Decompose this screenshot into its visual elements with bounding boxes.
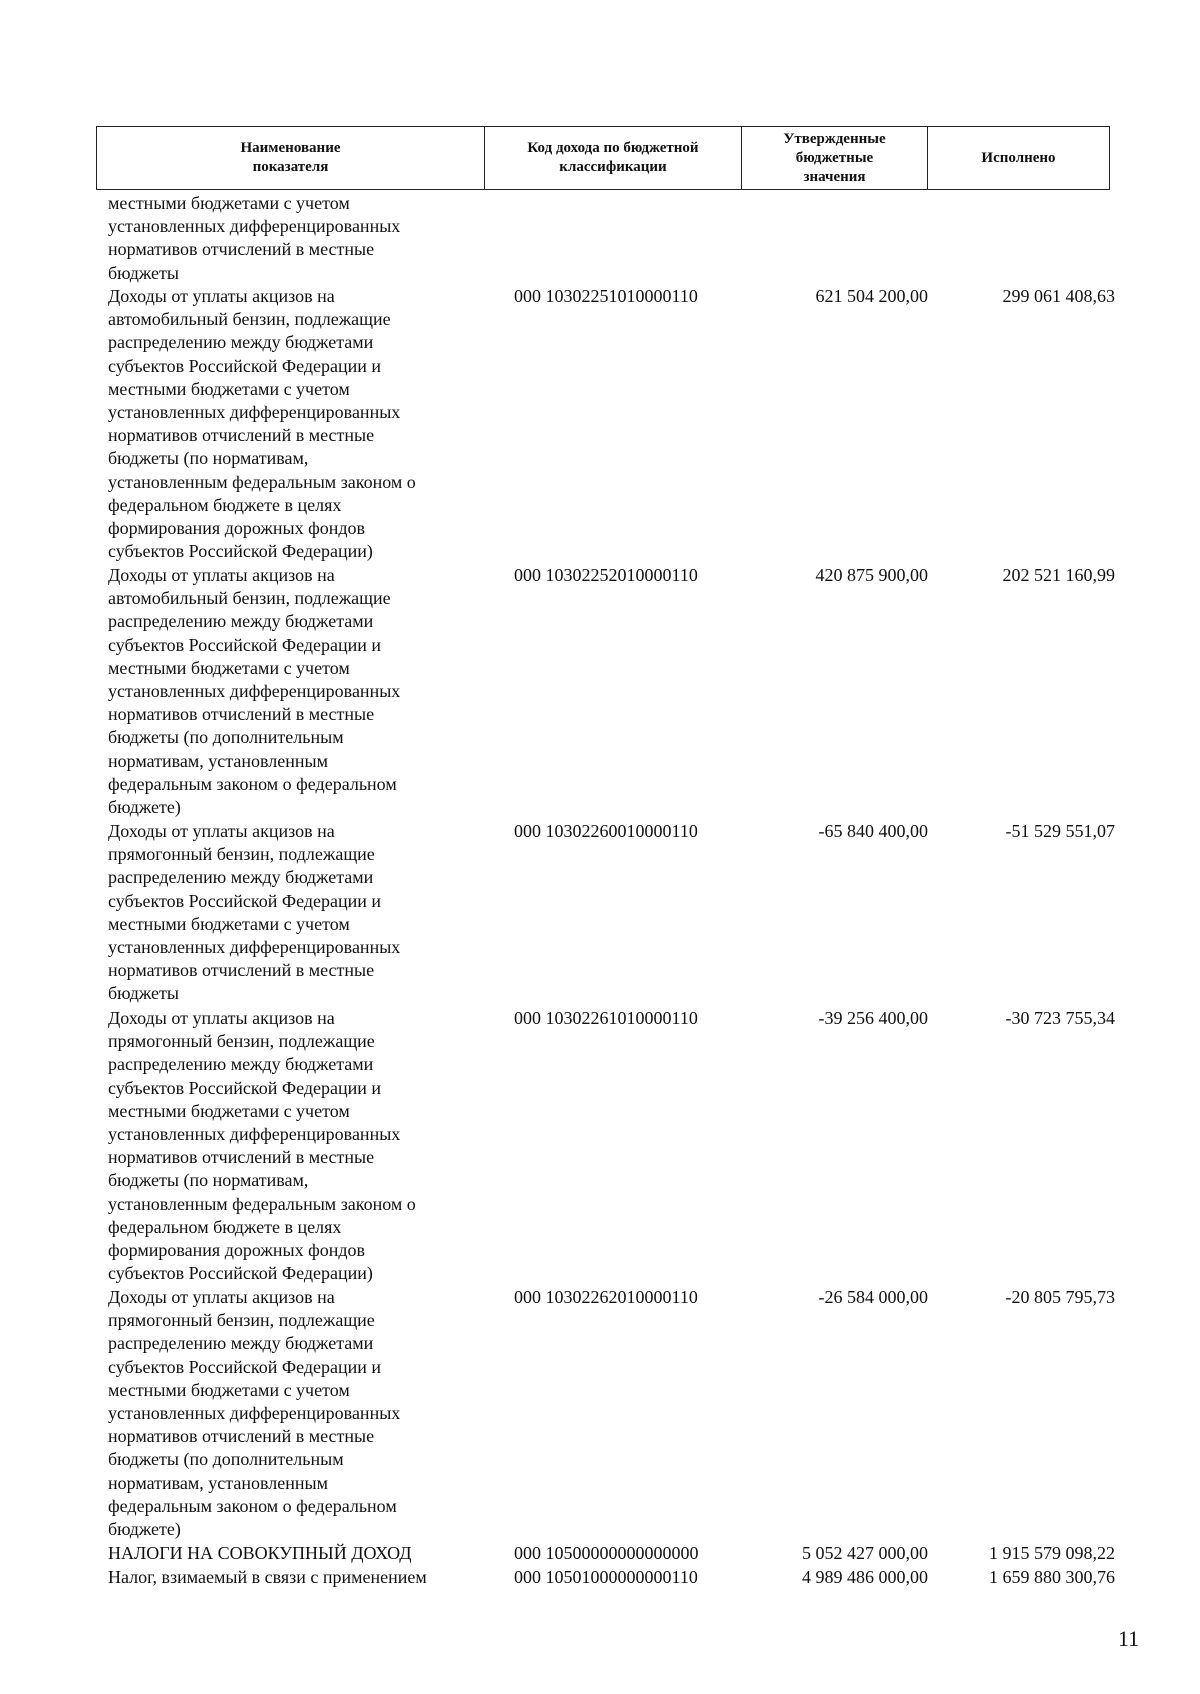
row-name: Доходы от уплаты акцизов на автомобильный бензин, подлежащие распределению между бюджетами субъектов Российской Федерации и местными бюджетами с учетом установленных дифференцированных нормативов отчислений в местные бюджеты (по дополнительным нормативам, установленным федеральным законом о федеральном бюджете) bbox=[108, 565, 401, 818]
row-approved: -39 256 400,00 bbox=[818, 1008, 928, 1028]
row-approved: -65 840 400,00 bbox=[818, 821, 928, 841]
row-code: 000 10302260010000110 bbox=[514, 821, 698, 841]
row-done: 1 659 880 300,76 bbox=[989, 1567, 1115, 1587]
row-approved: 420 875 900,00 bbox=[815, 565, 928, 585]
header-name-column: Наименование показателя bbox=[97, 127, 485, 189]
row-approved: 5 052 427 000,00 bbox=[802, 1543, 928, 1563]
row-name: НАЛОГИ НА СОВОКУПНЫЙ ДОХОД bbox=[108, 1543, 412, 1563]
row-name: Налог, взимаемый в связи с применением bbox=[108, 1567, 427, 1587]
row-approved: -26 584 000,00 bbox=[818, 1287, 928, 1307]
row-done: 1 915 579 098,22 bbox=[989, 1543, 1115, 1563]
row-done: 299 061 408,63 bbox=[1002, 286, 1115, 306]
row-done: -20 805 795,73 bbox=[1005, 1287, 1115, 1307]
row-done: -51 529 551,07 bbox=[1005, 821, 1115, 841]
page-number: 11 bbox=[1118, 1626, 1140, 1651]
row-name: Доходы от уплаты акцизов на автомобильный бензин, подлежащие распределению между бюджетами субъектов Российской Федерации и местными бюджетами с учетом установленных дифференцированных нормативов отчислений в местные бюджеты (по нормативам, установленным федеральным законом о федеральном бюджете в целях формирования дорожных фондов субъектов Российской Федерации) bbox=[108, 286, 416, 562]
row-done: 202 521 160,99 bbox=[1002, 565, 1115, 585]
row-code: 000 10302251010000110 bbox=[514, 286, 698, 306]
row-approved: 621 504 200,00 bbox=[815, 286, 928, 306]
row-code: 000 10302252010000110 bbox=[514, 565, 698, 585]
header-approved-column: Утвержденные бюджетные значения bbox=[742, 127, 928, 189]
header-code-column: Код дохода по бюджетной классификации bbox=[485, 127, 742, 189]
row-name: Доходы от уплаты акцизов на прямогонный бензин, подлежащие распределению между бюджетами субъектов Российской Федерации и местными бюджетами с учетом установленных дифференцированных нормативов отчислений в местные бюджеты (по нормативам, установленным федеральным законом о федеральном бюджете в целях формирования дорожных фондов субъектов Российской Федерации) bbox=[108, 1008, 416, 1284]
row-code: 000 10500000000000000 bbox=[514, 1543, 699, 1563]
header-done-column: Исполнено bbox=[981, 149, 1056, 166]
row-done: -30 723 755,34 bbox=[1005, 1008, 1115, 1028]
row-code: 000 10302262010000110 bbox=[514, 1287, 698, 1307]
row-name: местными бюджетами с учетом установленных дифференцированных нормативов отчислений в местные бюджеты bbox=[108, 193, 401, 283]
table-header bbox=[96, 126, 1110, 190]
row-code: 000 10501000000000110 bbox=[514, 1567, 698, 1587]
row-name: Доходы от уплаты акцизов на прямогонный бензин, подлежащие распределению между бюджетами субъектов Российской Федерации и местными бюджетами с учетом установленных дифференцированных нормативов отчислений в местные бюджеты (по дополнительным нормативам, установленным федеральным законом о федеральном бюджете) bbox=[108, 1287, 401, 1540]
row-approved: 4 989 486 000,00 bbox=[802, 1567, 928, 1587]
row-code: 000 10302261010000110 bbox=[514, 1008, 698, 1028]
row-name: Доходы от уплаты акцизов на прямогонный бензин, подлежащие распределению между бюджетами субъектов Российской Федерации и местными бюджетами с учетом установленных дифференцированных нормативов отчислений в местные бюджеты bbox=[108, 821, 401, 1004]
